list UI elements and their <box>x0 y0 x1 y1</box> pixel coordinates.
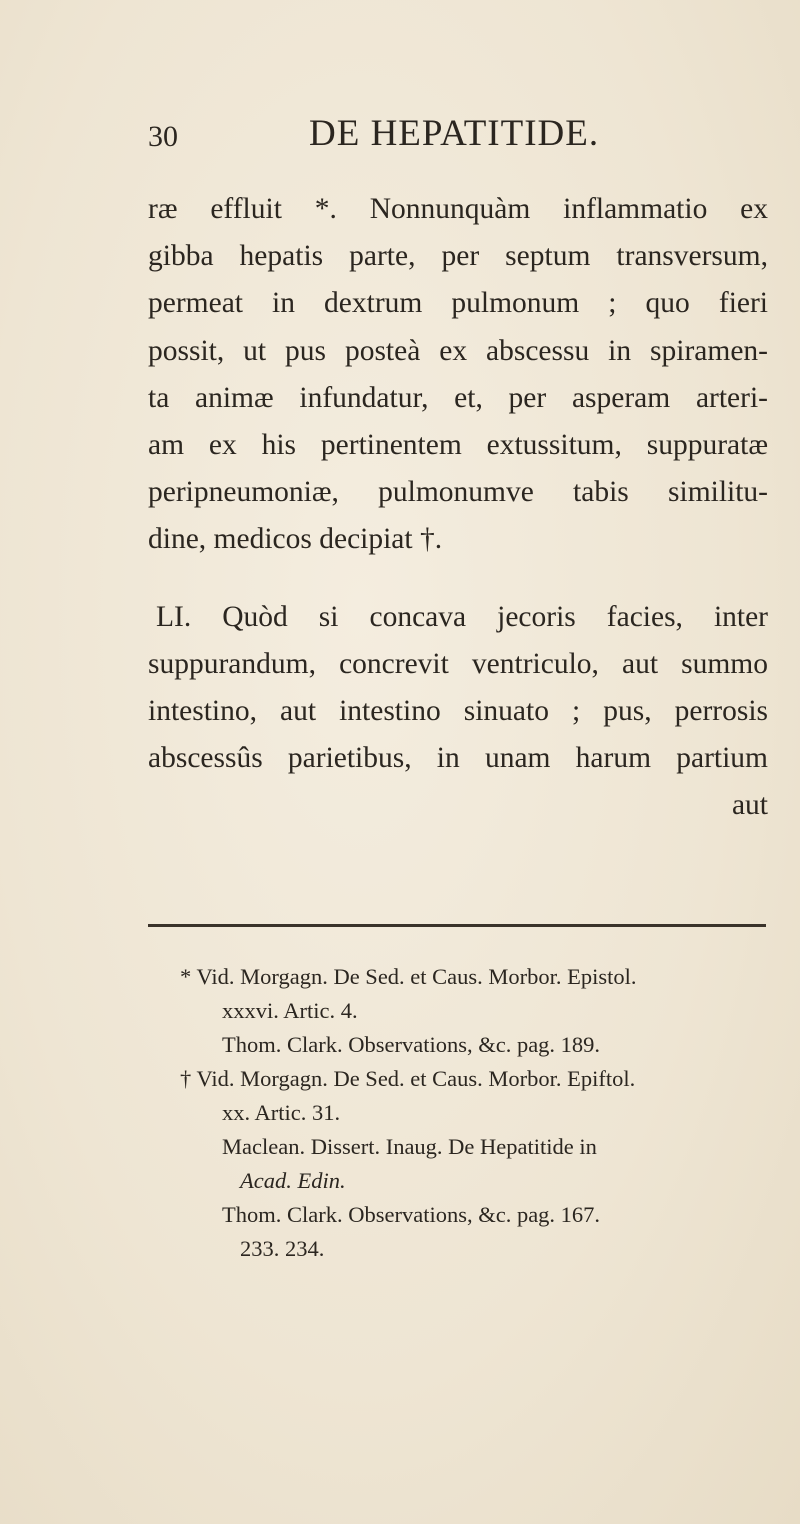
footnote-line: xxxvi. Artic. 4. <box>222 998 358 1023</box>
text-line: ræ effluit *. Nonnunquàm inflammatio ex <box>148 193 768 225</box>
footnote-line: Thom. Clark. Observations, &c. pag. 189. <box>222 1032 601 1057</box>
footnote-line: Thom. Clark. Observations, &c. pag. 167. <box>222 1202 601 1227</box>
main-text <box>148 186 768 829</box>
text-line: abscessûs parietibus, in unam harum partium <box>148 742 768 775</box>
catchword: aut <box>731 789 768 822</box>
page-number: 30 <box>148 120 178 153</box>
paragraph-gap <box>148 564 768 594</box>
text-line: intestino, aut intestino sinuato ; pus, perrosis <box>148 694 768 727</box>
footnote-line: * Vid. Morgagn. De Sed. et Caus. Morbor. Epistol. <box>180 964 637 989</box>
footnotes <box>180 960 780 1266</box>
text-line: gibba hepatis parte, per septum transversum, <box>148 240 768 273</box>
footnote-line: † Vid. Morgagn. De Sed. et Caus. Morbor. Epiftol. <box>180 1066 636 1091</box>
text-line: am ex his pertinentem extussitum, suppuratæ <box>148 428 768 461</box>
footnote-line: 233. 234. <box>240 1236 325 1261</box>
text-line: ta animæ infundatur, et, per asperam arteri- <box>148 381 768 414</box>
running-title: DE HEPATITIDE. <box>309 113 600 154</box>
footnote-line: xx. Artic. 31. <box>222 1100 341 1125</box>
footnote-line: Acad. Edin. <box>240 1168 346 1193</box>
page-header <box>148 112 768 162</box>
text-line: dine, medicos decipiat †. <box>148 523 443 556</box>
text-line: suppurandum, concrevit ventriculo, aut summo <box>148 647 768 680</box>
text-line: peripneumoniæ, pulmonumve tabis similitu- <box>148 476 768 509</box>
footnote-rule <box>148 924 766 927</box>
text-line: LI. Quòd si concava jecoris facies, inter <box>156 600 768 633</box>
footnote-line: Maclean. Dissert. Inaug. De Hepatitide in <box>222 1134 597 1159</box>
text-line: permeat in dextrum pulmonum ; quo fieri <box>148 287 768 320</box>
text-line: possit, ut pus posteà ex abscessu in spiramen- <box>148 334 768 367</box>
